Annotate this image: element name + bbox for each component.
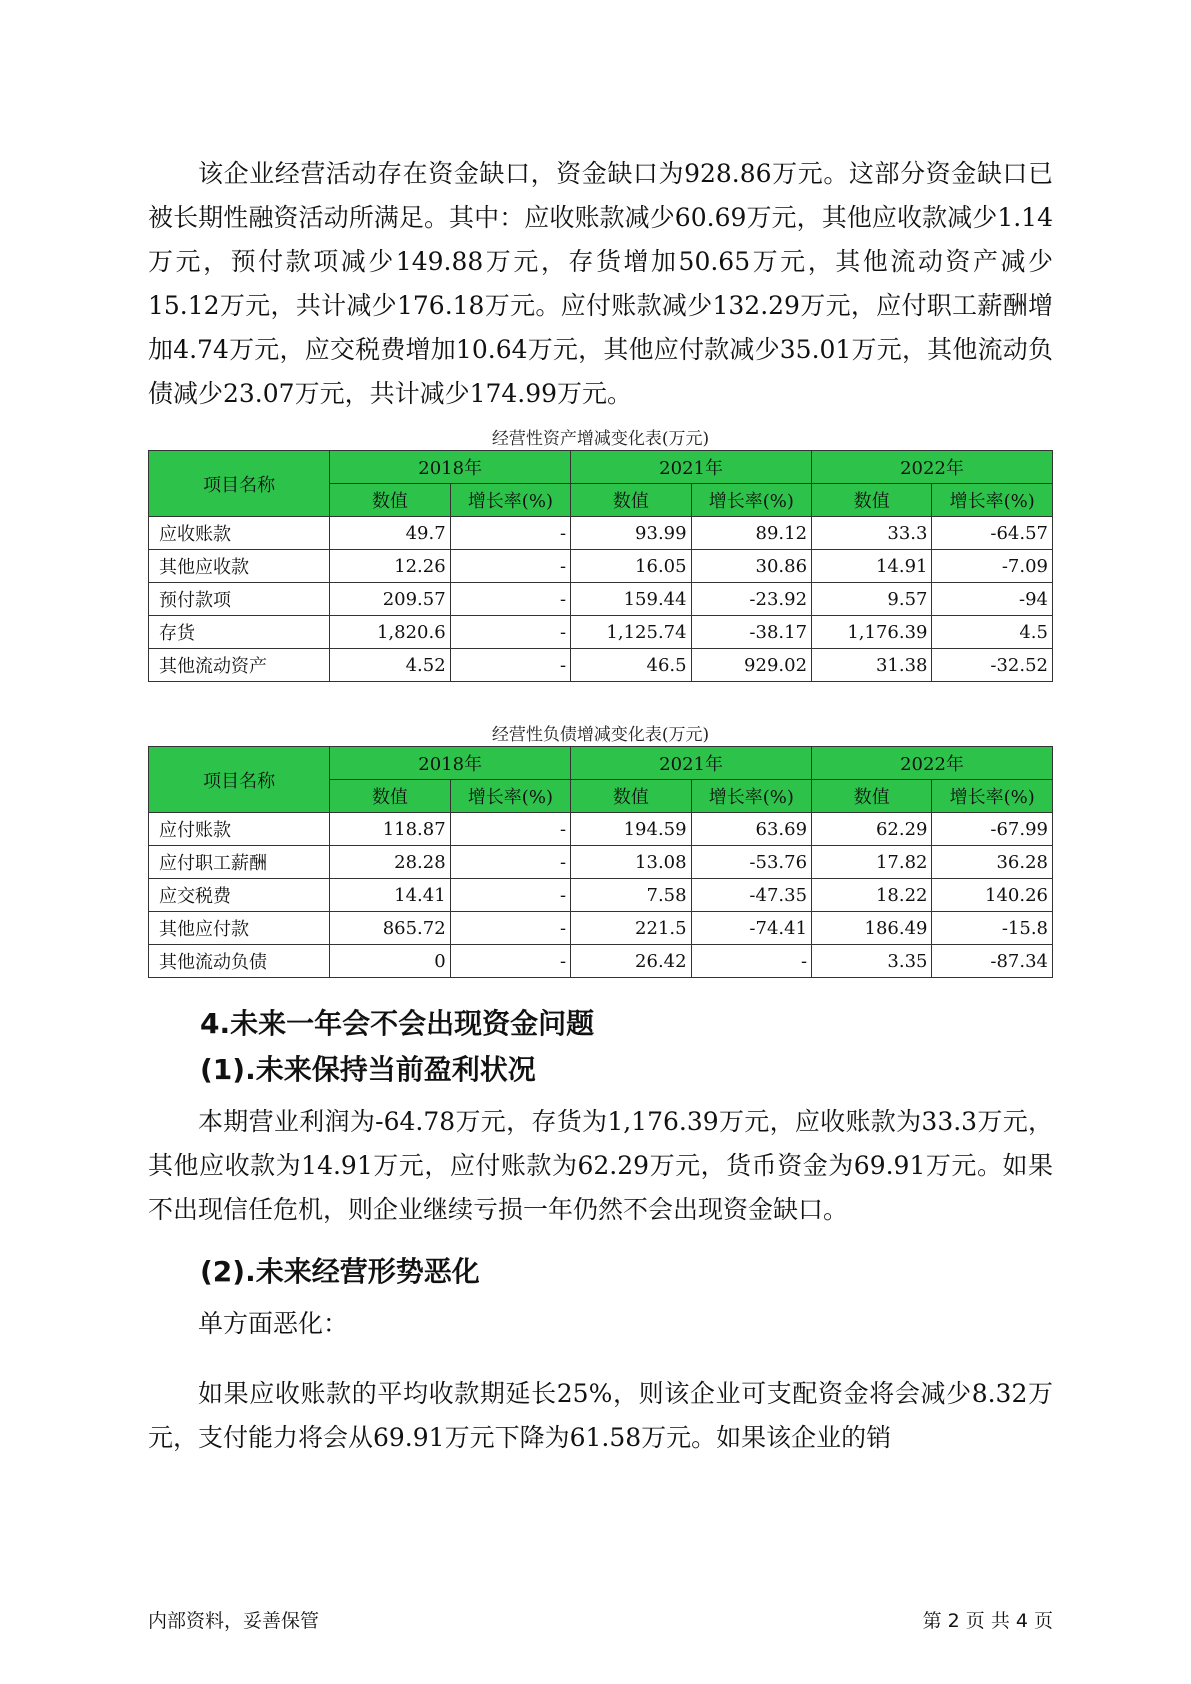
paragraph-receivables-scenario: 如果应收账款的平均收款期延长25%，则该企业可支配资金将会减少8.32万元，支付能力将会从69.91万元下降为61.58万元。如果该企业的销 (148, 1379, 1053, 1452)
rate-cell: 4.5 (932, 616, 1053, 649)
value-cell: 118.87 (330, 813, 450, 846)
value-cell: 49.7 (330, 517, 450, 550)
value-cell: 159.44 (571, 583, 691, 616)
rate-cell: -53.76 (691, 846, 811, 879)
rate-cell: - (450, 879, 570, 912)
rate-header: 增长率(%) (932, 780, 1053, 813)
paragraph-current-profit: 本期营业利润为-64.78万元，存货为1,176.39万元，应收账款为33.3万元，其他应收款为14.91万元，应付账款为62.29万元，货币资金为69.91万元。如果不出现信任危机，则企业继续亏损一年仍然不会出现资金缺口。 (148, 1107, 1053, 1224)
row-label: 其他应付款 (149, 912, 330, 945)
table-row (149, 945, 1053, 978)
rate-cell: 140.26 (932, 879, 1053, 912)
value-cell: 93.99 (571, 517, 691, 550)
rate-cell: - (450, 945, 570, 978)
footer-page-number: 第 2 页 共 4 页 (922, 1610, 1053, 1632)
value-cell: 46.5 (571, 649, 691, 682)
table-row (149, 583, 1053, 616)
row-label: 其他流动负债 (149, 945, 330, 978)
value-cell: 4.52 (330, 649, 450, 682)
rate-cell: -23.92 (691, 583, 811, 616)
rate-header: 增长率(%) (691, 780, 811, 813)
value-cell: 7.58 (571, 879, 691, 912)
footer-confidential: 内部资料，妥善保管 (148, 1610, 320, 1632)
rate-cell: - (450, 583, 570, 616)
table-row (149, 649, 1053, 682)
row-label: 存货 (149, 616, 330, 649)
rate-cell: -67.99 (932, 813, 1053, 846)
year-header: 2021年 (571, 451, 812, 484)
subsection-heading-2: (2).未来经营形势恶化 (200, 1255, 480, 1288)
paragraph-funding-gap: 该企业经营活动存在资金缺口，资金缺口为928.86万元。这部分资金缺口已被长期性融资活动所满足。其中：应收账款减少60.69万元，其他应收款减少1.14万元，预付款项减少149.88万元，存货增加50.65万元，其他流动资产减少15.12万元，共计减少176.18万元。应付账款减少132.29万元，应付职工薪酬增加4.74万元，应交税费增加10.64万元，其他应付款减少35.01万元，其他流动负债减少23.07万元，共计减少174.99万元。 (148, 159, 1053, 408)
row-label: 应交税费 (149, 879, 330, 912)
year-header: 2018年 (330, 451, 571, 484)
value-cell: 1,176.39 (812, 616, 932, 649)
rate-cell: -64.57 (932, 517, 1053, 550)
row-label: 应收账款 (149, 517, 330, 550)
paragraph-one-sided: 单方面恶化： (198, 1309, 349, 1338)
value-cell: 33.3 (812, 517, 932, 550)
operating-liabilities-table (148, 746, 1053, 978)
rate-cell: -87.34 (932, 945, 1053, 978)
value-cell: 16.05 (571, 550, 691, 583)
value-header: 数值 (812, 780, 932, 813)
value-header: 数值 (812, 484, 932, 517)
table-row (149, 517, 1053, 550)
value-cell: 12.26 (330, 550, 450, 583)
value-cell: 14.41 (330, 879, 450, 912)
value-cell: 31.38 (812, 649, 932, 682)
value-cell: 28.28 (330, 846, 450, 879)
rate-cell: 89.12 (691, 517, 811, 550)
value-cell: 13.08 (571, 846, 691, 879)
rate-cell: 36.28 (932, 846, 1053, 879)
row-label: 应付账款 (149, 813, 330, 846)
value-cell: 62.29 (812, 813, 932, 846)
rate-cell: - (450, 813, 570, 846)
value-cell: 221.5 (571, 912, 691, 945)
row-label: 其他应收款 (149, 550, 330, 583)
value-cell: 865.72 (330, 912, 450, 945)
rate-cell: -15.8 (932, 912, 1053, 945)
value-cell: 0 (330, 945, 450, 978)
value-cell: 186.49 (812, 912, 932, 945)
rate-cell: - (450, 912, 570, 945)
value-cell: 17.82 (812, 846, 932, 879)
value-cell: 1,820.6 (330, 616, 450, 649)
row-label: 预付款项 (149, 583, 330, 616)
rate-cell: - (450, 649, 570, 682)
year-header: 2022年 (812, 747, 1053, 780)
value-header: 数值 (330, 780, 450, 813)
rate-cell: -38.17 (691, 616, 811, 649)
row-label: 应付职工薪酬 (149, 846, 330, 879)
value-header: 数值 (571, 780, 691, 813)
year-header: 2022年 (812, 451, 1053, 484)
value-cell: 209.57 (330, 583, 450, 616)
value-header: 数值 (571, 484, 691, 517)
rate-cell: -94 (932, 583, 1053, 616)
rate-cell: 63.69 (691, 813, 811, 846)
rate-header: 增长率(%) (691, 484, 811, 517)
table-row (149, 912, 1053, 945)
rate-cell: - (450, 846, 570, 879)
rate-cell: - (450, 517, 570, 550)
value-cell: 3.35 (812, 945, 932, 978)
rate-header: 增长率(%) (450, 780, 570, 813)
table-row (149, 616, 1053, 649)
table2-caption: 经营性负债增减变化表(万元) (491, 725, 710, 745)
rate-cell: - (691, 945, 811, 978)
table-row (149, 846, 1053, 879)
section-heading-4: 4.未来一年会不会出现资金问题 (200, 1007, 595, 1040)
table-row (149, 813, 1053, 846)
subsection-heading-1: (1).未来保持当前盈利状况 (200, 1053, 536, 1086)
value-cell: 26.42 (571, 945, 691, 978)
value-cell: 14.91 (812, 550, 932, 583)
rate-cell: -47.35 (691, 879, 811, 912)
rate-header: 增长率(%) (450, 484, 570, 517)
table-row (149, 550, 1053, 583)
rate-cell: - (450, 550, 570, 583)
rate-cell: -32.52 (932, 649, 1053, 682)
value-cell: 194.59 (571, 813, 691, 846)
value-header: 数值 (330, 484, 450, 517)
operating-assets-table (148, 450, 1053, 682)
year-header: 2021年 (571, 747, 812, 780)
rate-header: 增长率(%) (932, 484, 1053, 517)
item-name-header: 项目名称 (149, 451, 330, 517)
rate-cell: 929.02 (691, 649, 811, 682)
value-cell: 1,125.74 (571, 616, 691, 649)
table-row (149, 879, 1053, 912)
row-label: 其他流动资产 (149, 649, 330, 682)
rate-cell: 30.86 (691, 550, 811, 583)
value-cell: 9.57 (812, 583, 932, 616)
table1-caption: 经营性资产增减变化表(万元) (491, 429, 710, 449)
rate-cell: - (450, 616, 570, 649)
rate-cell: -74.41 (691, 912, 811, 945)
value-cell: 18.22 (812, 879, 932, 912)
rate-cell: -7.09 (932, 550, 1053, 583)
item-name-header: 项目名称 (149, 747, 330, 813)
year-header: 2018年 (330, 747, 571, 780)
